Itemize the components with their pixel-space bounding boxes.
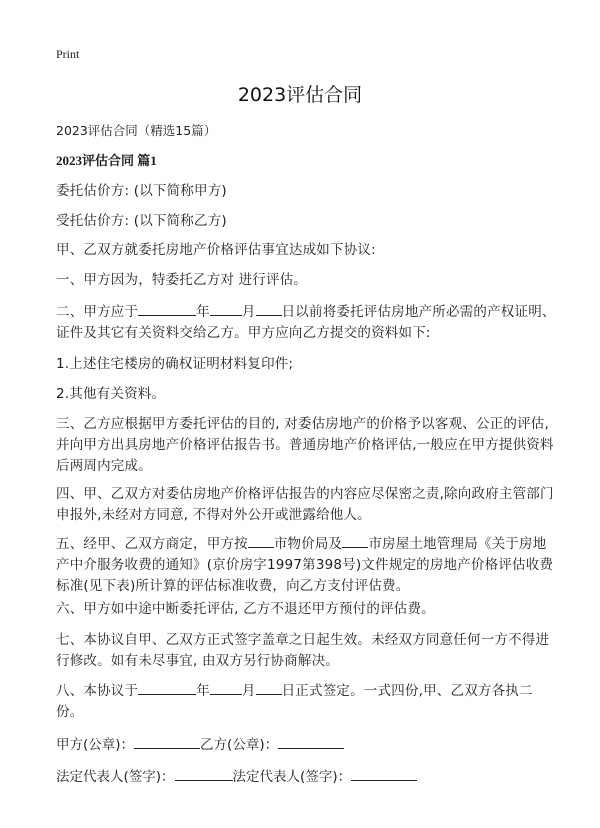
year-blank — [138, 302, 196, 316]
paragraph-clause-2 — [56, 302, 556, 344]
clause-2-text-b: 年 — [196, 304, 210, 320]
legal-rep-a-label: 法定代表人(签字)： — [56, 769, 175, 785]
sign-day-blank — [256, 681, 282, 695]
party-b-seal-blank — [278, 735, 344, 749]
legal-rep-b-label: 法定代表人(签字)： — [232, 769, 352, 785]
city-blank-1 — [248, 534, 274, 548]
page-subtitle: 2023评估合同（精选15篇） — [56, 123, 217, 138]
paragraph-clause-6: 六、甲方如中途中断委托评估, 乙方不退还甲方预付的评估费。 — [56, 601, 435, 617]
seal-row — [56, 733, 344, 753]
clause-2-text-a: 二、甲方应于 — [56, 304, 139, 320]
clause-5-text-b: 市物价局及 — [273, 536, 343, 552]
paragraph-clause-1: 一、甲方因为，特委托乙方对 进行评估。 — [56, 272, 308, 288]
party-a-seal-blank — [134, 735, 200, 749]
paragraph-clause-5 — [56, 534, 556, 597]
clause-2-text-c: 月 — [241, 304, 256, 320]
paragraph-item-1: 1.上述住宅楼房的确权证明材料复印件; — [56, 356, 294, 372]
sign-year-blank — [138, 681, 196, 695]
paragraph-clause-7: 七、本协议自甲、乙双方正式签字盖章之日起生效。未经双方同意任何一方不得进行修改。如有未尽事宜, 由双方另行协商解决。 — [56, 632, 550, 669]
paragraph-client: 委托估价方: (以下简称甲方) — [56, 183, 227, 199]
city-blank-2 — [342, 534, 368, 548]
paragraph-intro: 甲、乙双方就委托房地产价格评估事宜达成如下协议: — [56, 242, 376, 258]
print-link[interactable]: Print — [56, 47, 80, 61]
clause-5-text-c: 市房屋土地管理局《关于房地产中介服务收费的通知》(京价房字1997第398号)文件规定的房地产价格评估收费标准(见下表)所计算的评估标准收费，向乙方支付评估费。 — [56, 536, 554, 594]
clause-8-text-b: 年 — [196, 683, 210, 699]
paragraph-clause-3: 三、乙方应根据甲方委托评估的目的, 对委估房地产的价格予以客观、公正的评估, 并向甲方出具房地产价格评估报告书。普通房地产价格评估,一般应在甲方提供资料后两周内完成。 — [56, 416, 554, 474]
day-blank — [256, 302, 282, 316]
party-b-seal-label: 乙方(公章)： — [200, 737, 279, 753]
paragraph-appraiser: 受托估价方: (以下简称乙方) — [56, 213, 227, 229]
legal-rep-row — [56, 765, 417, 785]
clause-8-text-a: 八、本协议于 — [56, 683, 139, 699]
section-title: 2023评估合同 篇1 — [56, 153, 157, 168]
paragraph-clause-8 — [56, 681, 556, 723]
sign-month-blank — [210, 681, 242, 695]
month-blank — [210, 302, 242, 316]
clause-5-text-a: 五、经甲、乙双方商定，甲方按 — [56, 536, 248, 552]
clause-8-text-d: 日正式签定。一式四份,甲、乙双方各执二份。 — [56, 683, 533, 720]
legal-rep-b-blank — [351, 767, 417, 781]
party-a-seal-label: 甲方(公章)： — [56, 737, 135, 753]
clause-8-text-c: 月 — [241, 683, 256, 699]
paragraph-item-2: 2.其他有关资料。 — [56, 386, 166, 402]
clause-2-text-d: 日以前将委托评估房地产所必需的产权证明、证件及其它有关资料交给乙方。甲方应向乙方提交的资料如下: — [56, 304, 556, 341]
legal-rep-a-blank — [175, 767, 233, 781]
page-title: 2023评估合同 — [237, 84, 363, 106]
paragraph-clause-4: 四、甲、乙双方对委估房地产价格评估报告的内容应尽保密之责,除向政府主管部门申报外,未经对方同意, 不得对外公开或泄露给他人。 — [56, 486, 554, 523]
